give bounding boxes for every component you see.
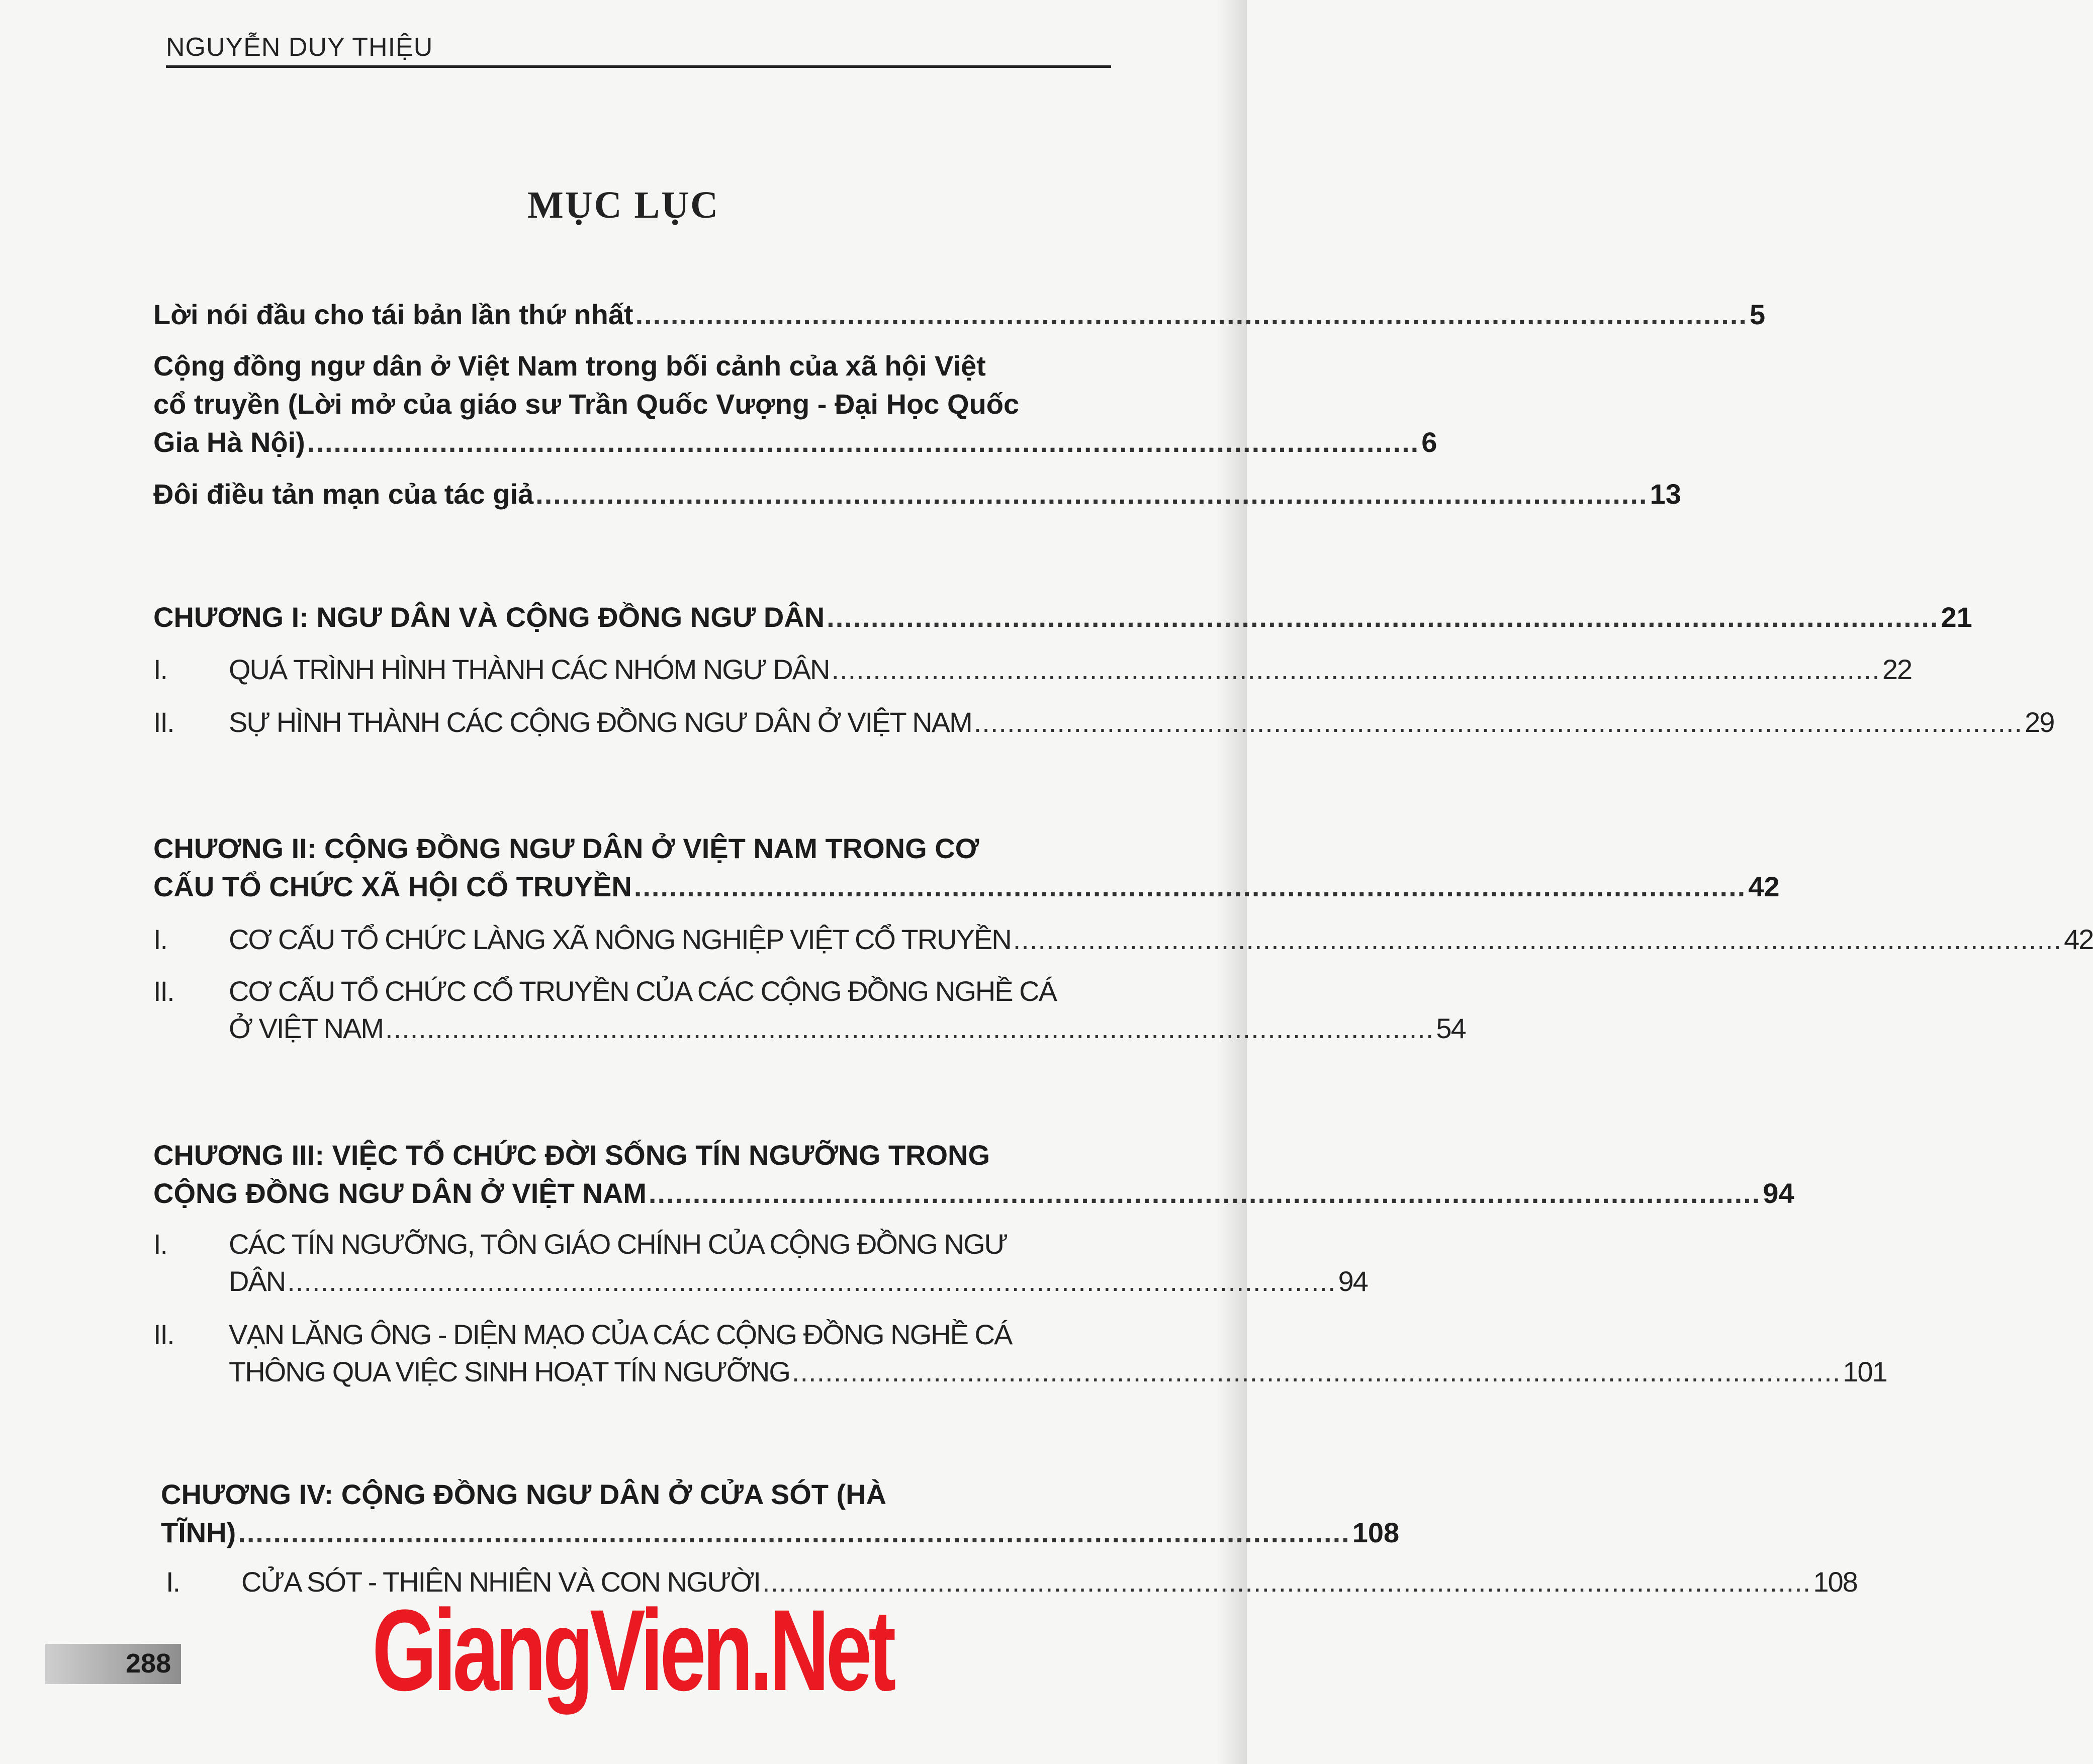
entry-title-line: cổ truyền (Lời mở của giáo sư Trần Quốc Vượng - Đại Học Quốc bbox=[153, 388, 1020, 420]
dot-leader: .............................................................................................................................. bbox=[633, 871, 1747, 902]
toc-chapter-2[interactable] bbox=[153, 829, 1780, 906]
toc-title: MỤC LỤC bbox=[527, 184, 719, 226]
section-page: 54 bbox=[1436, 1012, 1466, 1044]
page-number: 288 bbox=[126, 1648, 171, 1679]
toc-entry-introduction[interactable] bbox=[153, 347, 1437, 461]
running-head: NGUYỄN DUY THIỆU bbox=[166, 33, 433, 62]
dot-leader: .............................................................................................................................. bbox=[287, 1265, 1336, 1297]
dot-leader: .............................................................................................................................. bbox=[635, 299, 1748, 330]
section-title-line: Ở VIỆT NAM bbox=[229, 1012, 384, 1044]
chapter-title-line: CHƯƠNG III: VIỆC TỔ CHỨC ĐỜI SỐNG TÍN NGƯỠNG TRONG bbox=[153, 1139, 990, 1171]
entry-page: 5 bbox=[1749, 299, 1766, 330]
chapter-title-line: CẤU TỔ CHỨC XÃ HỘI CỔ TRUYỀN bbox=[153, 871, 632, 902]
section-page: 42 bbox=[2064, 923, 2093, 955]
toc-entry-preface[interactable] bbox=[153, 296, 1766, 334]
toc-entry-author-note[interactable] bbox=[153, 475, 1681, 513]
section-title: SỰ HÌNH THÀNH CÁC CỘNG ĐỒNG NGƯ DÂN Ở VIỆT NAM bbox=[229, 706, 972, 738]
section-page: 101 bbox=[1843, 1356, 1887, 1387]
dot-leader: .............................................................................................................................. bbox=[648, 1177, 1761, 1209]
section-number: II. bbox=[153, 1319, 174, 1350]
section-title: CỬA SÓT - THIÊN NHIÊN VÀ CON NGƯỜI bbox=[241, 1566, 760, 1598]
entry-title-line: Gia Hà Nội) bbox=[153, 426, 305, 458]
dot-leader: .............................................................................................................................. bbox=[791, 1356, 1841, 1387]
dot-leader: .............................................................................................................................. bbox=[535, 478, 1648, 510]
toc-chapter-4[interactable] bbox=[161, 1475, 1400, 1552]
dot-leader: .............................................................................................................................. bbox=[385, 1012, 1434, 1044]
chapter-title: CHƯƠNG I: NGƯ DÂN VÀ CỘNG ĐỒNG NGƯ DÂN bbox=[153, 601, 825, 633]
section-number: I. bbox=[153, 654, 167, 685]
chapter-page: 108 bbox=[1352, 1517, 1400, 1548]
section-title-line: VẠN LĂNG ÔNG - DIỆN MẠO CỦA CÁC CỘNG ĐỒNG NGHỀ CÁ bbox=[229, 1319, 1012, 1350]
dot-leader: .............................................................................................................................. bbox=[307, 426, 1420, 458]
entry-title: Đôi điều tản mạn của tác giả bbox=[153, 478, 534, 510]
chapter-page: 94 bbox=[1763, 1177, 1794, 1209]
section-page: 22 bbox=[1882, 654, 1912, 685]
section-title: CƠ CẤU TỔ CHỨC LÀNG XÃ NÔNG NGHIỆP VIỆT CỔ TRUYỀN bbox=[229, 923, 1011, 955]
chapter-title-line: CHƯƠNG IV: CỘNG ĐỒNG NGƯ DÂN Ở CỬA SÓT (HÀ bbox=[161, 1478, 887, 1510]
header-rule bbox=[166, 65, 1111, 68]
dot-leader: .............................................................................................................................. bbox=[762, 1566, 1811, 1598]
entry-title: Lời nói đầu cho tái bản lần thứ nhất bbox=[153, 299, 633, 330]
chapter-page: 42 bbox=[1748, 871, 1780, 902]
entry-page: 6 bbox=[1421, 426, 1437, 458]
section-number: I. bbox=[153, 1228, 167, 1260]
dot-leader: .............................................................................................................................. bbox=[973, 706, 2023, 738]
entry-page: 13 bbox=[1650, 478, 1681, 510]
section-title-line: CÁC TÍN NGƯỠNG, TÔN GIÁO CHÍNH CỦA CỘNG ĐỒNG NGƯ bbox=[229, 1228, 1008, 1260]
section-page: 108 bbox=[1813, 1566, 1857, 1598]
toc-chapter-1[interactable] bbox=[153, 598, 1972, 636]
entry-title-line: Cộng đồng ngư dân ở Việt Nam trong bối cảnh của xã hội Việt bbox=[153, 350, 986, 382]
toc-chapter-3[interactable] bbox=[153, 1136, 1794, 1213]
chapter-title-line: TĨNH) bbox=[161, 1517, 236, 1548]
section-title-line: CƠ CẤU TỔ CHỨC CỔ TRUYỀN CỦA CÁC CỘNG ĐỒNG NGHỀ CÁ bbox=[229, 975, 1056, 1007]
section-title: QUÁ TRÌNH HÌNH THÀNH CÁC NHÓM NGƯ DÂN bbox=[229, 654, 830, 685]
section-page: 94 bbox=[1338, 1265, 1368, 1297]
chapter-page: 21 bbox=[1941, 601, 1972, 633]
section-number: I. bbox=[166, 1566, 180, 1598]
dot-leader: .............................................................................................................................. bbox=[1013, 923, 2062, 955]
section-number: II. bbox=[153, 706, 174, 738]
dot-leader: .............................................................................................................................. bbox=[827, 601, 1939, 633]
section-number: I. bbox=[153, 923, 167, 955]
watermark: GiangVien.Net bbox=[372, 1586, 893, 1715]
section-page: 29 bbox=[2025, 706, 2054, 738]
section-number: II. bbox=[153, 975, 174, 1007]
chapter-title-line: CỘNG ĐỒNG NGƯ DÂN Ở VIỆT NAM bbox=[153, 1177, 647, 1209]
section-title-line: DÂN bbox=[229, 1265, 286, 1297]
section-title-line: THÔNG QUA VIỆC SINH HOẠT TÍN NGƯỠNG bbox=[229, 1356, 790, 1387]
dot-leader: .............................................................................................................................. bbox=[238, 1517, 1350, 1548]
dot-leader: .............................................................................................................................. bbox=[831, 654, 1880, 685]
chapter-title-line: CHƯƠNG II: CỘNG ĐỒNG NGƯ DÂN Ở VIỆT NAM TRONG CƠ bbox=[153, 832, 979, 864]
